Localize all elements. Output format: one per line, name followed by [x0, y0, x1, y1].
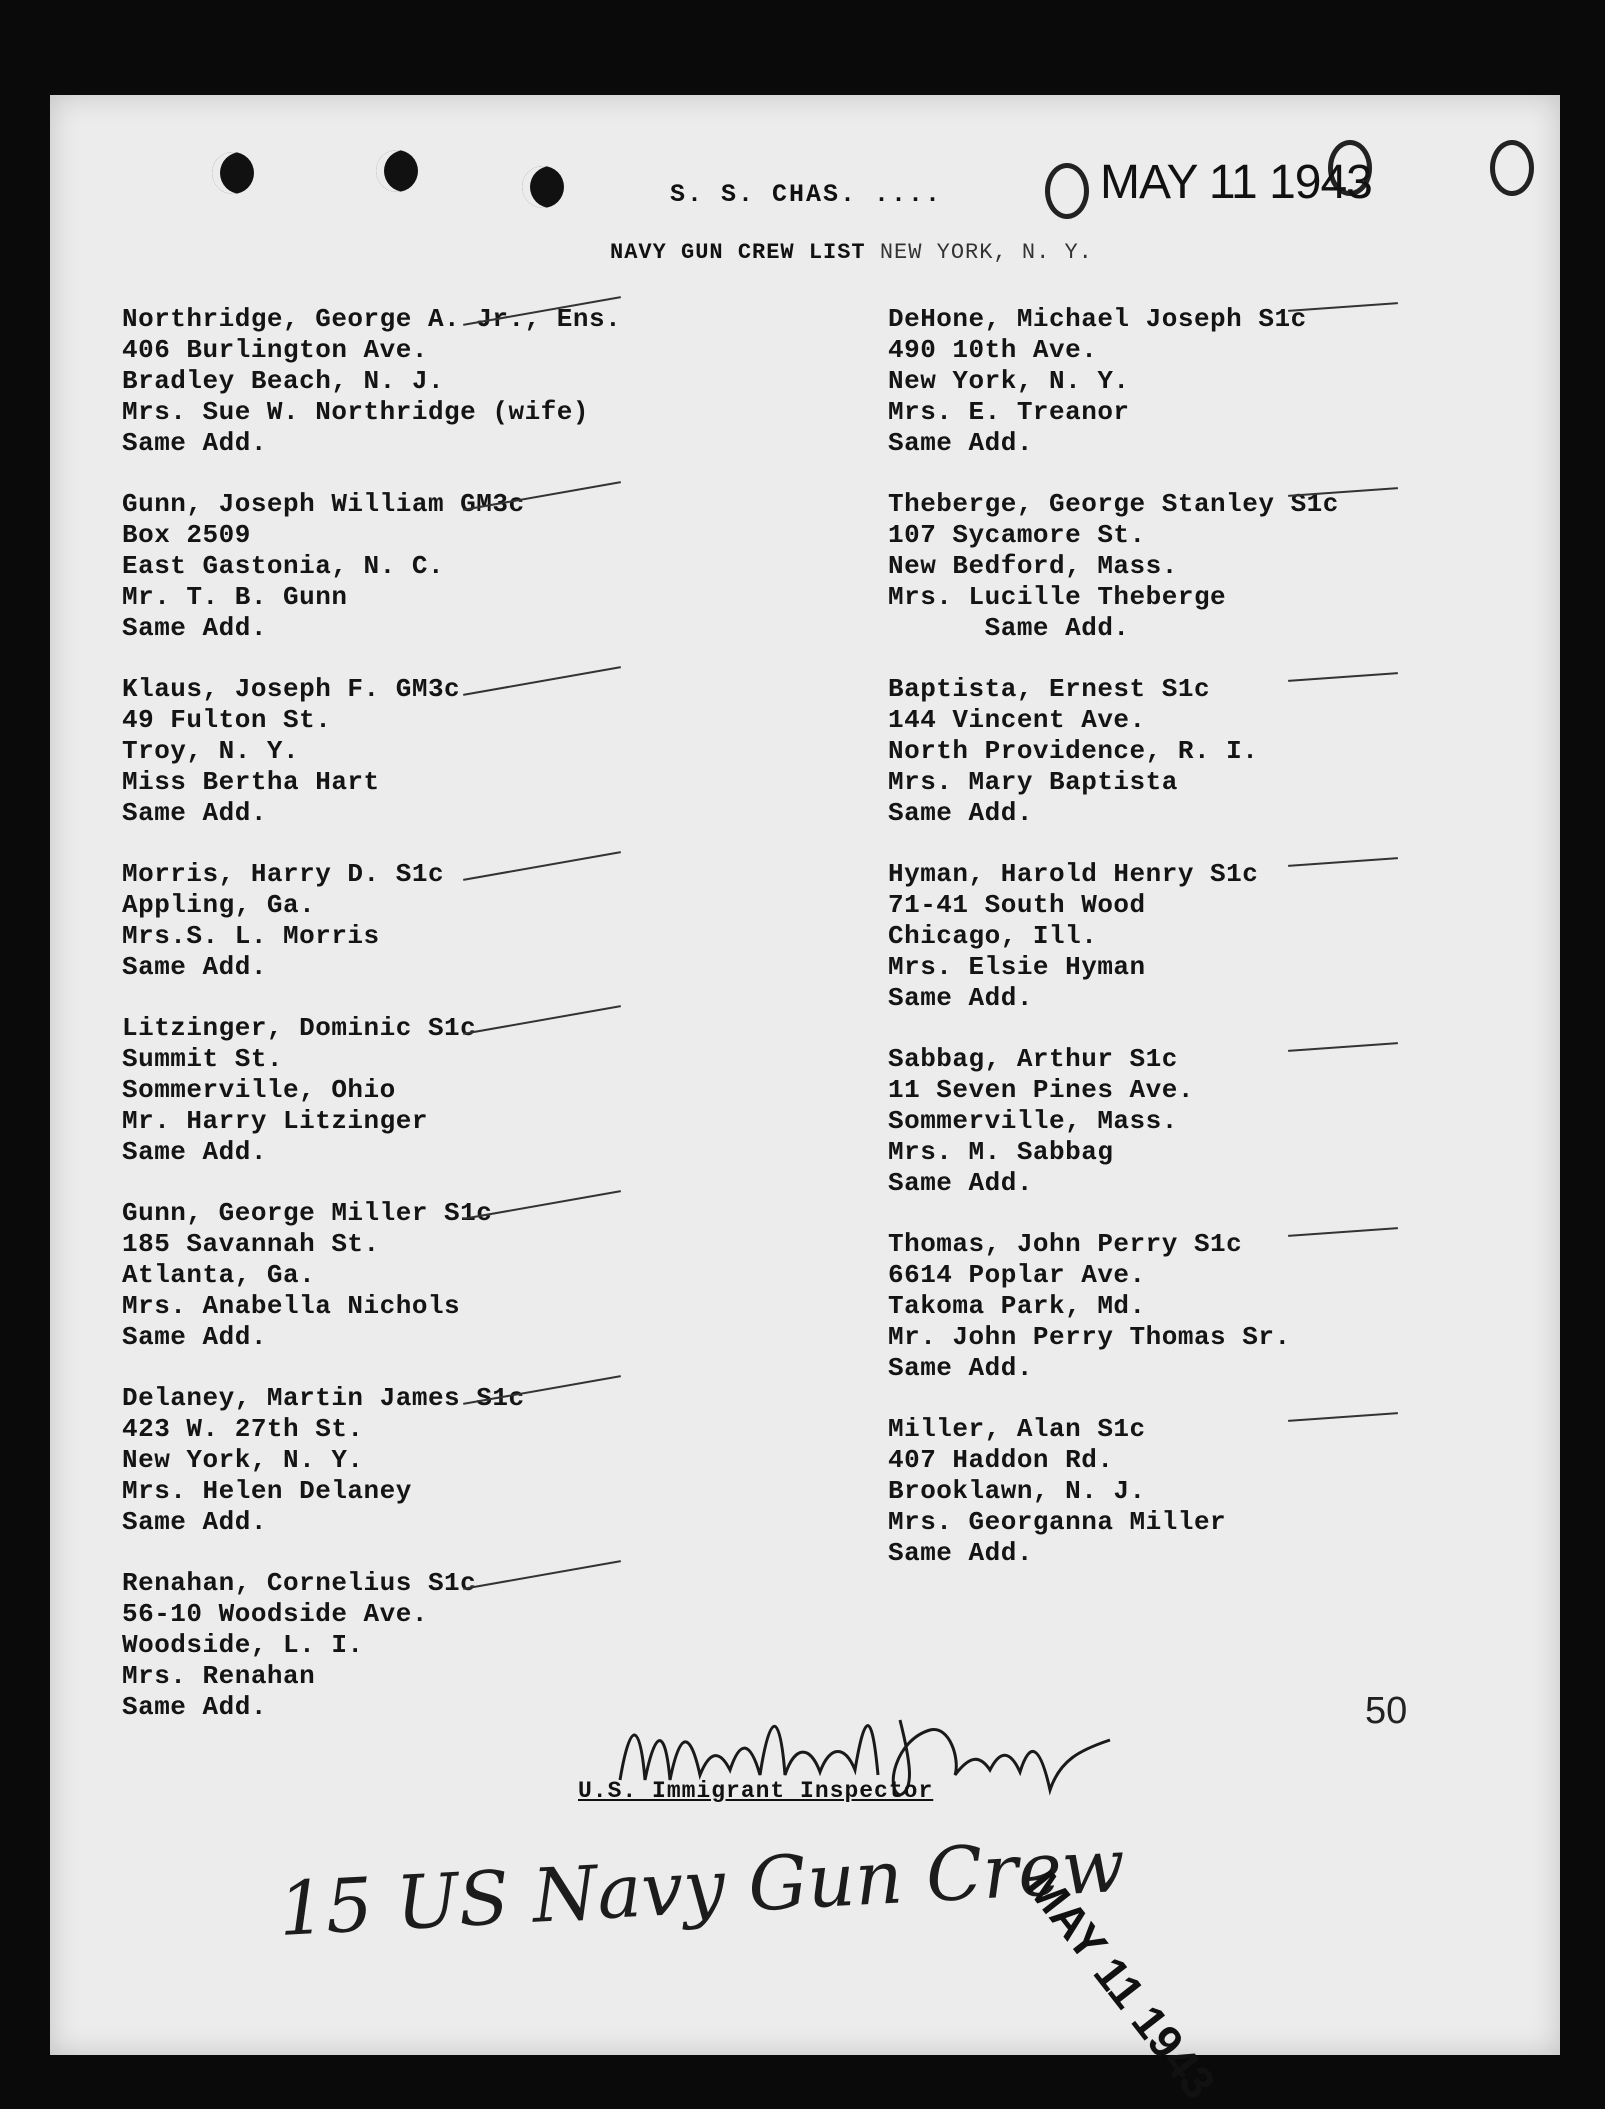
bottom-date-stamp: MAY 11 1943 — [1016, 1860, 1226, 2109]
crew-address-note: Same Add. — [122, 1507, 267, 1537]
crew-name-rating: Theberge, George Stanley S1c — [888, 489, 1339, 519]
crew-entry — [122, 1013, 682, 1168]
crew-detail-line: 107 Sycamore St. — [888, 520, 1146, 550]
crew-entry — [122, 489, 682, 644]
crew-name-rating: Gunn, Joseph William GM3c — [122, 489, 525, 519]
crew-address-note: Same Add. — [122, 613, 267, 643]
crew-detail-line: Mrs. Lucille Theberge — [888, 582, 1227, 612]
crew-entry — [888, 1044, 1448, 1199]
ship-name: S. S. CHAS. .... — [670, 180, 943, 209]
crew-entry — [888, 1229, 1448, 1384]
crew-name-rating: Litzinger, Dominic S1c — [122, 1013, 477, 1043]
crew-address-note: Same Add. — [888, 798, 1033, 828]
crew-detail-line: Woodside, L. I. — [122, 1630, 364, 1660]
crew-address-note: Same Add. — [122, 1322, 267, 1352]
crew-name-rating: Morris, Harry D. S1c — [122, 859, 445, 889]
crew-detail-line: Appling, Ga. — [122, 890, 316, 920]
crew-detail-line: New York, N. Y. — [122, 1445, 364, 1475]
crew-detail-line: Mrs. Anabella Nichols — [122, 1291, 461, 1321]
crew-name-rating: Baptista, Ernest S1c — [888, 674, 1211, 704]
crew-detail-line: Mrs. Elsie Hyman — [888, 952, 1146, 982]
crew-address-note: Same Add. — [122, 1137, 267, 1167]
crew-name-rating: Miller, Alan S1c — [888, 1414, 1146, 1444]
punch-hole-icon — [522, 166, 564, 208]
crew-address-note: Same Add. — [888, 1168, 1033, 1198]
crew-detail-line: New York, N. Y. — [888, 366, 1130, 396]
crew-detail-line: Brooklawn, N. J. — [888, 1476, 1146, 1506]
crew-name-rating: DeHone, Michael Joseph S1c — [888, 304, 1307, 334]
crew-detail-line: Sommerville, Mass. — [888, 1106, 1178, 1136]
crew-detail-line: Mr. Harry Litzinger — [122, 1106, 428, 1136]
crew-detail-line: North Providence, R. I. — [888, 736, 1259, 766]
crew-detail-line: Summit St. — [122, 1044, 284, 1074]
handwritten-note — [270, 1822, 1128, 1985]
crew-entry — [122, 1568, 682, 1723]
crew-name-rating: Renahan, Cornelius S1c — [122, 1568, 477, 1598]
crew-detail-line: 144 Vincent Ave. — [888, 705, 1146, 735]
crew-entry — [888, 859, 1448, 1014]
crew-address-note: Same Add. — [122, 952, 267, 982]
crew-detail-line: Atlanta, Ga. — [122, 1260, 316, 1290]
punch-hole-icon — [1490, 140, 1534, 196]
crew-entry — [888, 1414, 1448, 1569]
crew-detail-line: 71-41 South Wood — [888, 890, 1146, 920]
crew-detail-line: Mrs. Georganna Miller — [888, 1507, 1227, 1537]
crew-name-rating: Northridge, George A. Jr., Ens. — [122, 304, 622, 334]
crew-address-note: Same Add. — [888, 613, 1130, 643]
crew-entry — [122, 1198, 682, 1353]
crew-detail-line: Mrs. Renahan — [122, 1661, 316, 1691]
crew-detail-line: East Gastonia, N. C. — [122, 551, 445, 581]
crew-detail-line: 56-10 Woodside Ave. — [122, 1599, 428, 1629]
crew-detail-line: Miss Bertha Hart — [122, 767, 380, 797]
crew-list-right — [888, 304, 1448, 1599]
list-title — [610, 240, 1093, 265]
crew-detail-line: 11 Seven Pines Ave. — [888, 1075, 1194, 1105]
inspector-label: U.S. Immigrant Inspector — [578, 1778, 934, 1804]
crew-name-rating: Klaus, Joseph F. GM3c — [122, 674, 461, 704]
crew-detail-line: 49 Fulton St. — [122, 705, 332, 735]
crew-detail-line: Mr. John Perry Thomas Sr. — [888, 1322, 1291, 1352]
crew-detail-line: New Bedford, Mass. — [888, 551, 1178, 581]
crew-entry — [122, 304, 682, 459]
crew-list-left — [122, 304, 682, 1753]
punch-hole-icon — [1045, 163, 1089, 219]
crew-name-rating: Hyman, Harold Henry S1c — [888, 859, 1259, 889]
crew-address-note: Same Add. — [888, 1538, 1033, 1568]
page-number: 50 — [1365, 1690, 1408, 1732]
crew-name-rating: Gunn, George Miller S1c — [122, 1198, 493, 1228]
crew-detail-line: Sommerville, Ohio — [122, 1075, 396, 1105]
crew-detail-line: Mrs. Helen Delaney — [122, 1476, 412, 1506]
crew-detail-line: Troy, N. Y. — [122, 736, 300, 766]
crew-detail-line: 406 Burlington Ave. — [122, 335, 428, 365]
crew-detail-line: 490 10th Ave. — [888, 335, 1098, 365]
crew-name-rating: Delaney, Martin James S1c — [122, 1383, 525, 1413]
crew-entry — [122, 1383, 682, 1538]
date-stamp: MAY 11 1943 — [1100, 156, 1372, 209]
crew-detail-line: Mrs. M. Sabbag — [888, 1137, 1114, 1167]
crew-detail-line: Box 2509 — [122, 520, 251, 550]
crew-detail-line: Takoma Park, Md. — [888, 1291, 1146, 1321]
crew-entry — [888, 489, 1448, 644]
crew-address-note: Same Add. — [888, 983, 1033, 1013]
crew-entry — [122, 859, 682, 983]
punch-hole-icon — [212, 152, 254, 194]
crew-detail-line: Bradley Beach, N. J. — [122, 366, 445, 396]
crew-detail-line: Chicago, Ill. — [888, 921, 1098, 951]
crew-detail-line: Mrs. Mary Baptista — [888, 767, 1178, 797]
crew-entry — [888, 674, 1448, 829]
port-name: NEW YORK, N. Y. — [879, 240, 1093, 265]
crew-detail-line: 407 Haddon Rd. — [888, 1445, 1114, 1475]
crew-detail-line: Mrs. Sue W. Northridge (wife) — [122, 397, 589, 427]
crew-name-rating: Sabbag, Arthur S1c — [888, 1044, 1178, 1074]
crew-detail-line: 423 W. 27th St. — [122, 1414, 364, 1444]
crew-address-note: Same Add. — [122, 798, 267, 828]
crew-detail-line: Mrs. E. Treanor — [888, 397, 1130, 427]
crew-name-rating: Thomas, John Perry S1c — [888, 1229, 1243, 1259]
crew-address-note: Same Add. — [122, 428, 267, 458]
crew-address-note: Same Add. — [888, 428, 1033, 458]
crew-address-note: Same Add. — [888, 1353, 1033, 1383]
crew-detail-line: Mrs.S. L. Morris — [122, 921, 380, 951]
crew-entry — [122, 674, 682, 829]
crew-detail-line: Mr. T. B. Gunn — [122, 582, 348, 612]
crew-address-note: Same Add. — [122, 1692, 267, 1722]
list-title-text: NAVY GUN CREW LIST — [610, 240, 866, 265]
crew-detail-line: 185 Savannah St. — [122, 1229, 380, 1259]
crew-detail-line: 6614 Poplar Ave. — [888, 1260, 1146, 1290]
crew-entry — [888, 304, 1448, 459]
handwritten-note-text: 15 US Navy Gun Crew — [276, 1822, 1128, 1953]
punch-hole-icon — [376, 150, 418, 192]
